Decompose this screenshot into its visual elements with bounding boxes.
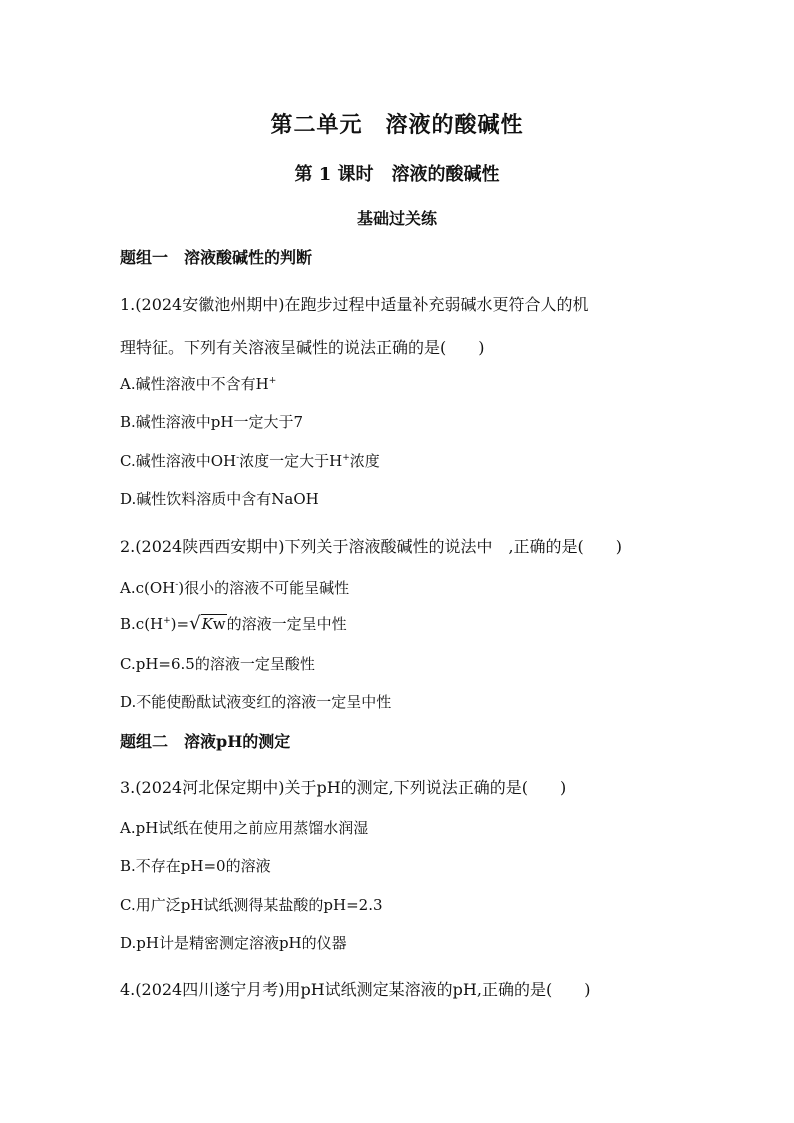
question-4: 4.(2024四川遂宁月考)用pH试纸测定某溶液的pH,正确的是( ) [120,980,591,999]
group-heading-2: 题组二 溶液pH的测定 [120,732,291,751]
question-1-option-c: C.碱性溶液中OH-浓度一定大于H+浓度 [120,452,380,470]
question-2-option-a: A.c(OH-)很小的溶液不可能呈碱性 [120,579,350,597]
question-1-line-2: 理特征。下列有关溶液呈碱性的说法正确的是( ) [120,338,485,357]
question-3: 3.(2024河北保定期中)关于pH的测定,下列说法正确的是( ) [120,778,567,797]
question-1-option-a: A.碱性溶液中不含有H+ [120,375,277,393]
question-2-option-b: B.c(H+)=√Kw的溶液一定呈中性 [120,613,347,634]
question-1-option-d: D.碱性饮料溶质中含有NaOH [120,490,319,508]
section-heading: 基础过关练 [356,209,437,228]
question-1-line-1: 1.(2024安徽池州期中)在跑步过程中适量补充弱碱水更符合人的机 [120,295,589,314]
question-2: 2.(2024陕西西安期中)下列关于溶液酸碱性的说法中 ,正确的是( ) [120,537,623,556]
question-3-option-d: D.pH计是精密测定溶液pH的仪器 [120,934,347,952]
lesson-title: 第 1 课时 溶液的酸碱性 [294,164,500,185]
question-2-option-d: D.不能使酚酞试液变红的溶液一定呈中性 [120,693,392,711]
question-3-option-a: A.pH试纸在使用之前应用蒸馏水润湿 [120,819,369,837]
page-title: 第二单元 溶液的酸碱性 [270,112,524,138]
question-3-option-b: B.不存在pH=0的溶液 [120,857,271,875]
question-3-option-c: C.用广泛pH试纸测得某盐酸的pH=2.3 [120,896,383,914]
question-1-option-b: B.碱性溶液中pH一定大于7 [120,413,304,431]
sqrt-kw: √Kw [189,613,226,634]
group-heading-1: 题组一 溶液酸碱性的判断 [120,248,313,267]
question-2-option-c: C.pH=6.5的溶液一定呈酸性 [120,655,315,673]
